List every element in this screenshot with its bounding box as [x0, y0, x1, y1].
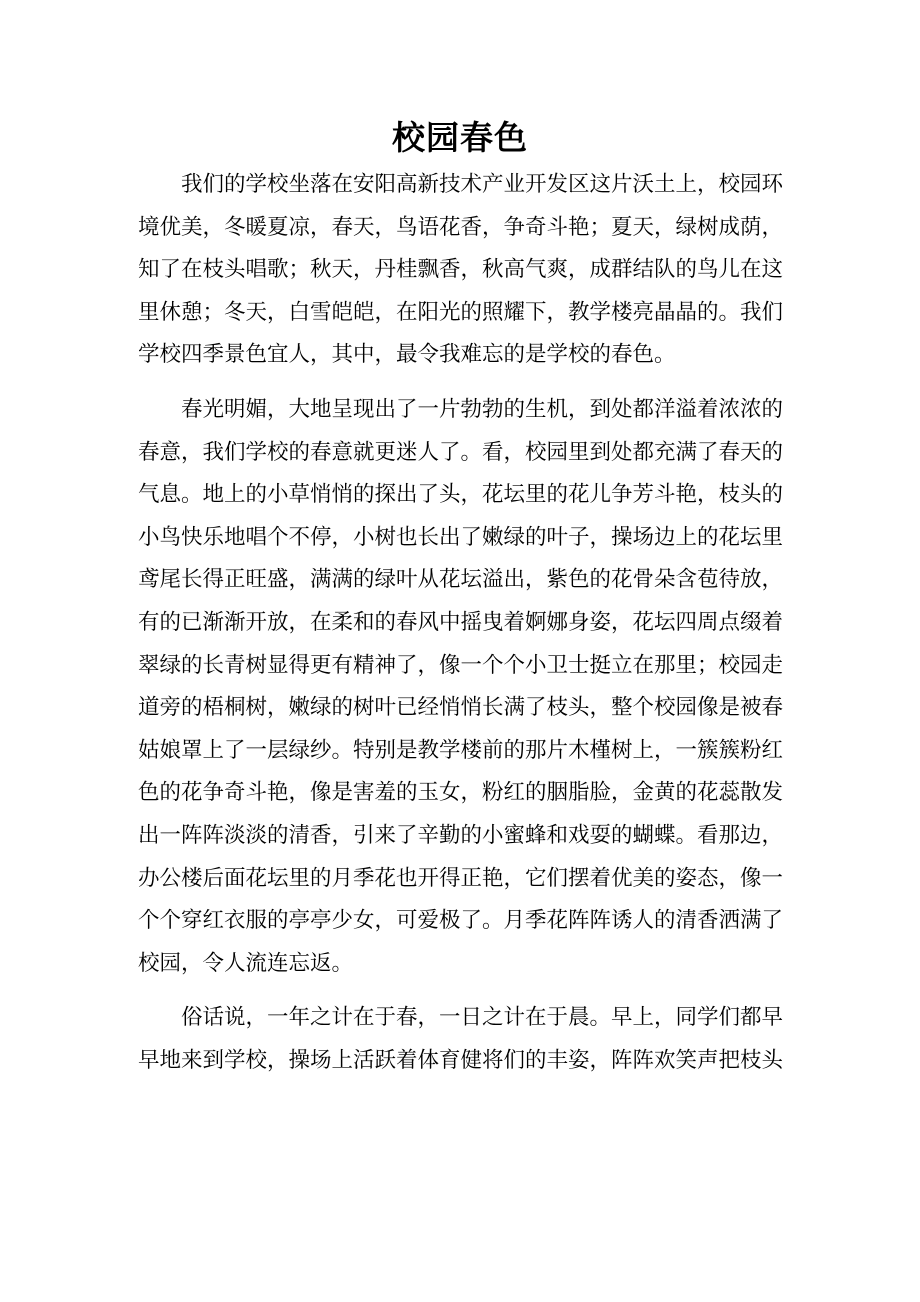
paragraph-spacer [138, 377, 782, 389]
page-title: 校园春色 [392, 118, 528, 157]
paragraph-spacer [138, 985, 782, 997]
text-line: 办公楼后面花坛里的月季花也开得正艳，它们摆着优美的姿态，像一 [138, 865, 784, 891]
paragraph-3 [138, 997, 782, 1082]
text-line: 春意，我们学校的春意就更迷人了。看，校园里到处都充满了春天的 [138, 439, 784, 465]
text-line: 早地来到学校，操场上活跃着体育健将们的丰姿，阵阵欢笑声把枝头 [138, 1047, 784, 1073]
text-line: 境优美，冬暖夏凉，春天，鸟语花香，争奇斗艳；夏天，绿树成荫， [138, 214, 784, 240]
text-line: 小鸟快乐地唱个不停，小树也长出了嫩绿的叶子，操场边上的花坛里 [138, 524, 784, 550]
text-line: 有的已渐渐开放，在柔和的春风中摇曳着婀娜身姿，花坛四周点缀着 [138, 609, 784, 635]
text-line: 色的花争奇斗艳，像是害羞的玉女，粉红的胭脂脸，金黄的花蕊散发 [138, 780, 784, 806]
paragraph-1 [138, 164, 782, 377]
text-line: 翠绿的长青树显得更有精神了，像一个个小卫士挺立在那里；校园走 [138, 652, 784, 678]
text-line: 春光明媚，大地呈现出了一片勃勃的生机，到处都洋溢着浓浓的 [181, 396, 784, 422]
text-line: 道旁的梧桐树，嫩绿的树叶已经悄悄长满了枝头，整个校园像是被春 [138, 695, 784, 721]
text-line: 个个穿红衣服的亭亭少女，可爱极了。月季花阵阵诱人的清香洒满了 [138, 908, 784, 934]
text-line: 气息。地上的小草悄悄的探出了头，花坛里的花儿争芳斗艳，枝头的 [138, 482, 784, 508]
text-line: 里休憩；冬天，白雪皑皑，在阳光的照耀下，教学楼亮晶晶的。我们 [138, 299, 784, 325]
text-line: 姑娘罩上了一层绿纱。特别是教学楼前的那片木槿树上，一簇簇粉红 [138, 737, 784, 763]
text-line: 学校四季景色宜人，其中，最令我难忘的是学校的春色。 [138, 342, 676, 368]
text-line: 校园，令人流连忘返。 [138, 950, 354, 976]
text-line: 我们的学校坐落在安阳高新技术产业开发区这片沃土上，校园环 [181, 172, 784, 197]
text-line: 俗话说，一年之计在于春，一日之计在于晨。早上，同学们都早 [181, 1005, 784, 1031]
text-line: 知了在枝头唱歌；秋天，丹桂飘香，秋高气爽，成群结队的鸟儿在这 [138, 257, 784, 283]
paragraph-2 [138, 389, 782, 985]
essay-body [138, 164, 782, 1082]
text-line: 出一阵阵淡淡的清香，引来了辛勤的小蜜蜂和戏耍的蝴蝶。看那边， [138, 822, 784, 848]
text-line: 鸢尾长得正旺盛，满满的绿叶从花坛溢出，紫色的花骨朵含苞待放， [138, 567, 784, 593]
